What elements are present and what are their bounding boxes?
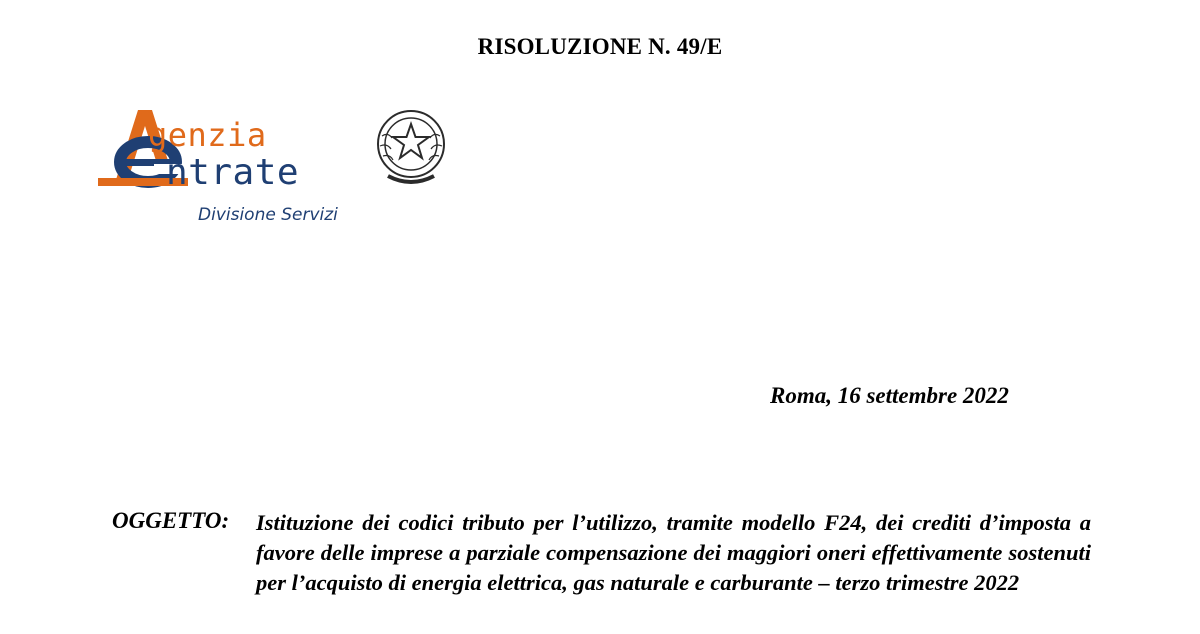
place-date: Roma, 16 settembre 2022: [770, 383, 1009, 408]
division-name: Divisione Servizi: [198, 205, 338, 225]
logo-word-entrate: ntrate: [166, 152, 300, 193]
republic-emblem-icon: [374, 106, 448, 190]
subject-label: OGGETTO:: [112, 508, 230, 533]
subject-text: Istituzione dei codici tributo per l’utilizzo, tramite modello F24, dei crediti d’imposta a favore delle imprese a parziale compensazione dei maggiori oneri effettivamente sostenuti per l’acquisto di energia elettrica, gas naturale e carburante – terzo trimestre 2022: [256, 510, 1091, 595]
logo-word-agenzia: genzia: [148, 116, 267, 154]
document-title: RISOLUZIONE N. 49/E: [477, 34, 723, 59]
